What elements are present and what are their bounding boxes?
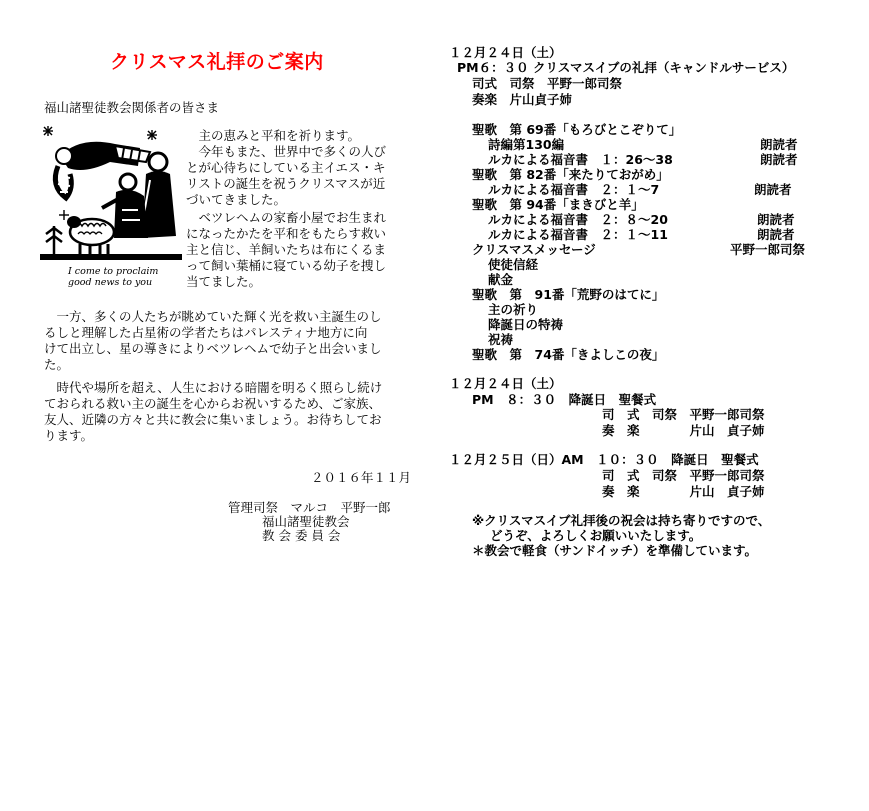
program-item: 聖歌 第 91番「荒野のはてに」 — [472, 287, 665, 302]
service1-date: １２月２４日（土） — [449, 45, 562, 60]
service2-music: 奏 楽 片山 貞子姉 — [602, 423, 765, 438]
program-role: 朗読者 — [757, 227, 795, 242]
service1-officiant: 司式 司祭 平野一郎司祭 — [472, 76, 623, 91]
note-potluck: ※クリスマスイブ礼拝後の祝会は持ち寄りですので、 — [472, 513, 771, 528]
program-item: 祝祷 — [488, 332, 514, 347]
star-icon — [147, 130, 157, 140]
nativity-illustration — [40, 126, 182, 288]
letter-paragraph: 主の恵みと平和を祈ります。 今年もまた、世界中で多くの人び とが心待ちにしている主イエス・キ リストの誕生を祝うクリスマスが近 づいてきました。 — [186, 128, 387, 207]
note-sandwich: ＊教会で軽食（サンドイッチ）を準備しています。 — [472, 543, 758, 558]
service2-date: １２月２４日（土） — [449, 376, 562, 391]
signature-committee: 教 会 委 員 会 — [262, 528, 341, 543]
letter-paragraph: ベツレヘムの家畜小屋でお生まれ になったかたを平和をもたらす救い 主と信じ、羊飼いたちは布にくるま って飼い葉桶に寝ている幼子を捜し 当てました。 — [186, 210, 387, 289]
service2-officiant: 司 式 司祭 平野一郎司祭 — [602, 407, 765, 422]
program-item: ルカによる福音書 ２：８～20 — [488, 212, 668, 227]
program-item: 聖歌 第 69番「もろびとこぞりて」 — [472, 122, 682, 137]
program-role: 朗読者 — [757, 212, 795, 227]
illustration-caption-1: I come to proclaim — [68, 266, 159, 277]
service1-title: PM６：３０ クリスマスイブの礼拝（キャンドルサービス） — [457, 60, 795, 75]
star-icon — [43, 126, 53, 136]
greeting: 福山諸聖徒教会関係者の皆さま — [44, 100, 220, 115]
program-item: 献金 — [488, 272, 514, 287]
illustration-caption-2: good news to you — [68, 277, 153, 288]
letter-paragraph: 時代や場所を超え、人生における暗闇を明るく照らし続け ておられる救い主の誕生を心からお祝いするため、ご家族、 友人、近隣の方々と共に教会に集いましょう。お待ちしてお ります。 — [44, 380, 383, 443]
service3-officiant: 司 式 司祭 平野一郎司祭 — [602, 468, 765, 483]
service3-title: １２月２５日（日）AM １０：３０ 降誕日 聖餐式 — [449, 452, 759, 467]
service3-music: 奏 楽 片山 貞子姉 — [602, 484, 765, 499]
program-item: 降誕日の特祷 — [488, 317, 564, 332]
signature-church: 福山諸聖徒教会 — [262, 514, 350, 529]
program-item: クリスマスメッセージ — [472, 242, 596, 257]
ground — [40, 254, 182, 260]
service2-title: PM ８：３０ 降誕日 聖餐式 — [472, 392, 657, 407]
program-item: 聖歌 第 94番「まきびと羊」 — [472, 197, 644, 212]
service1-music: 奏楽 片山貞子姉 — [472, 92, 573, 107]
letter-date: ２０１６年１１月 — [311, 470, 412, 485]
program-item: 聖歌 第 74番「きよしこの夜」 — [472, 347, 665, 362]
program-item: ルカによる福音書 ２：１～7 — [488, 182, 660, 197]
program-item: ルカによる福音書 １：26～38 — [488, 152, 673, 167]
program-item: 主の祈り — [488, 302, 539, 317]
angel-figure — [55, 142, 150, 198]
program-role: 平野一郎司祭 — [730, 242, 806, 257]
signature-priest: 管理司祭 マルコ 平野一郎 — [228, 500, 391, 515]
program-item: 使徒信経 — [488, 257, 539, 272]
program-role: 朗読者 — [760, 137, 798, 152]
program-item: 聖歌 第 82番「来たりておがめ」 — [472, 167, 669, 182]
tree-icon — [46, 226, 62, 254]
program-item: ルカによる福音書 ２：１～11 — [488, 227, 668, 242]
note-request: どうぞ、よろしくお願いいたします。 — [490, 528, 702, 543]
program-item: 詩編第130編 — [488, 137, 565, 152]
sheep-figure — [67, 216, 114, 254]
letter-paragraph: 一方、多くの人たちが眺めていた輝く光を救い主誕生のし るしと理解した占星術の学者たちはパレスティナ地方に向 けて出立し、星の導きによりベツレヘムで幼子と出会いまし た。 — [44, 309, 382, 372]
shepherd-figure — [142, 153, 176, 238]
page-title: クリスマス礼拝のご案内 — [110, 51, 324, 73]
star-icon — [59, 210, 69, 220]
program-role: 朗読者 — [760, 152, 798, 167]
program-role: 朗読者 — [754, 182, 792, 197]
